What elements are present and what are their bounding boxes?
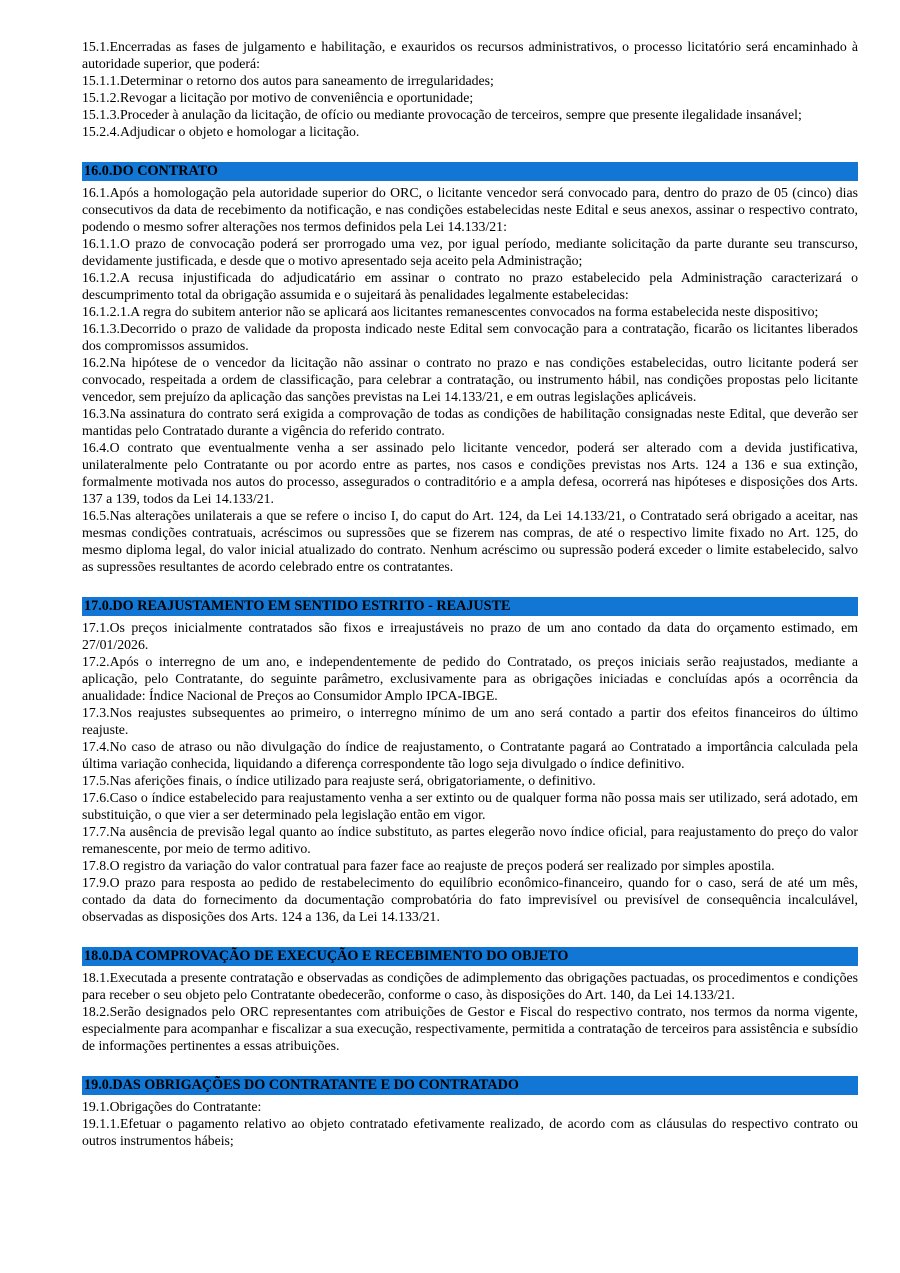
clause-15-1: 15.1.Encerradas as fases de julgamento e habilitação, e exauridos os recursos administrativos, o processo licitatório será encaminhado à autoridade superior, que poderá:: [82, 39, 858, 71]
clause-18-2: 18.2.Serão designados pelo ORC representantes com atribuições de Gestor e Fiscal do respectivo contrato, nos termos da norma vigente, especialmente para acompanhar e fiscalizar a sua execução, respectivamente, permitida a contratação de terceiros para assistência e subsídio de informações pertinentes a essas atribuições.: [82, 1004, 858, 1053]
clause-16-4: 16.4.O contrato que eventualmente venha a ser assinado pelo licitante vencedor, poderá ser alterado com a devida justificativa, unilateralmente pelo Contratante ou por acordo entre as partes, nos casos e condições previstas nos Arts. 124 a 136 e sua extinção, formalmente motivada nos autos do processo, assegurados o contraditório e a ampla defesa, ocorrerá nas hipóteses e disposições dos Arts. 137 a 139, todos da Lei 14.133/21.: [82, 440, 858, 506]
clause-19-1: 19.1.Obrigações do Contratante:: [82, 1099, 262, 1114]
clause-17-9: 17.9.O prazo para resposta ao pedido de restabelecimento do equilíbrio econômico-financeiro, quando for o caso, será de até um mês, contado da data do fornecimento da documentação comprobatória do fato imprevisível ou previsível de consequência incalculável, observadas as disposições dos Arts. 124 a 136, da Lei 14.133/21.: [82, 875, 858, 924]
section-header-19-obrigacoes: 19.0.DAS OBRIGAÇÕES DO CONTRATANTE E DO CONTRATADO: [82, 1076, 858, 1095]
clause-15-1-1: 15.1.1.Determinar o retorno dos autos para saneamento de irregularidades;: [82, 73, 494, 88]
clause-15-1-2: 15.1.2.Revogar a licitação por motivo de conveniência e oportunidade;: [82, 90, 474, 105]
clause-17-5: 17.5.Nas aferições finais, o índice utilizado para reajuste será, obrigatoriamente, o definitivo.: [82, 773, 596, 788]
clause-17-2: 17.2.Após o interregno de um ano, e independentemente de pedido do Contratado, os preços iniciais serão reajustados, mediante a aplicação, pelo Contratante, do seguinte parâmetro, exclusivamente para as obrigações iniciadas e concluídas após a ocorrência da anualidade: Índice Nacional de Preços ao Consumidor Amplo IPCA-IBGE.: [82, 654, 858, 703]
clause-16-1-1: 16.1.1.O prazo de convocação poderá ser prorrogado uma vez, por igual período, mediante solicitação da parte durante seu transcurso, devidamente justificada, e desde que o motivo apresentado seja aceito pela Administração;: [82, 236, 858, 268]
section-header-18-recebimento-objeto: 18.0.DA COMPROVAÇÃO DE EXECUÇÃO E RECEBIMENTO DO OBJETO: [82, 947, 858, 966]
clause-16-3: 16.3.Na assinatura do contrato será exigida a comprovação de todas as condições de habilitação consignadas neste Edital, que deverão ser mantidas pelo Contratado durante a vigência do referido contrato.: [82, 406, 858, 438]
clause-16-2: 16.2.Na hipótese de o vencedor da licitação não assinar o contrato no prazo e nas condições estabelecidas, outro licitante poderá ser convocado, respeitada a ordem de classificação, para celebrar a contratação, ou instrumento hábil, nas condições propostas pelo licitante vencedor, sem prejuízo da aplicação das sanções previstas na Lei 14.133/21, e em outras legislações aplicáveis.: [82, 355, 858, 404]
section-header-16-do-contrato: 16.0.DO CONTRATO: [82, 162, 858, 181]
clause-16-1-2-1: 16.1.2.1.A regra do subitem anterior não se aplicará aos licitantes remanescentes convocados na forma estabelecida neste dispositivo;: [82, 304, 819, 319]
clause-19-1-1: 19.1.1.Efetuar o pagamento relativo ao objeto contratado efetivamente realizado, de acordo com as cláusulas do respectivo contrato ou outros instrumentos hábeis;: [82, 1116, 858, 1148]
clause-17-3: 17.3.Nos reajustes subsequentes ao primeiro, o interregno mínimo de um ano será contado a partir dos efeitos financeiros do último reajuste.: [82, 705, 858, 737]
clause-16-1: 16.1.Após a homologação pela autoridade superior do ORC, o licitante vencedor será convocado para, dentro do prazo de 05 (cinco) dias consecutivos da data de recebimento da notificação, e nas condições estabelecidas neste Edital e seus anexos, assinar o respectivo contrato, podendo o mesmo sofrer alterações nos termos definidos pela Lei 14.133/21:: [82, 185, 858, 234]
clause-15-1-3: 15.1.3.Proceder à anulação da licitação, de ofício ou mediante provocação de terceiros, sempre que presente ilegalidade insanável;: [82, 107, 802, 122]
clause-17-1: 17.1.Os preços inicialmente contratados são fixos e irreajustáveis no prazo de um ano contado da data do orçamento estimado, em 27/01/2026.: [82, 620, 858, 652]
clause-16-1-3: 16.1.3.Decorrido o prazo de validade da proposta indicado neste Edital sem convocação para a contratação, ficarão os licitantes liberados dos compromissos assumidos.: [82, 321, 858, 353]
clause-16-5: 16.5.Nas alterações unilaterais a que se refere o inciso I, do caput do Art. 124, da Lei 14.133/21, o Contratado será obrigado a aceitar, nas mesmas condições contratuais, acréscimos ou supressões que se fizerem nas compras, de até o respectivo limite fixado no Art. 125, do mesmo diploma legal, do valor inicial atualizado do contrato. Nenhum acréscimo ou supressão poderá exceder o limite estabelecido, salvo as supressões resultantes de acordo celebrado entre os contratantes.: [82, 508, 858, 574]
clause-17-4: 17.4.No caso de atraso ou não divulgação do índice de reajustamento, o Contratante pagará ao Contratado a importância calculada pela última variação conhecida, liquidando a diferença correspondente tão logo seja divulgado o índice definitivo.: [82, 739, 858, 771]
section-header-17-reajuste: 17.0.DO REAJUSTAMENTO EM SENTIDO ESTRITO - REAJUSTE: [82, 597, 858, 616]
clause-18-1: 18.1.Executada a presente contratação e observadas as condições de adimplemento das obrigações pactuadas, os procedimentos e condições para receber o seu objeto pelo Contratante obedecerão, conforme o caso, às disposições do Art. 140, da Lei 14.133/21.: [82, 970, 858, 1002]
clause-15-2-4: 15.2.4.Adjudicar o objeto e homologar a licitação.: [82, 124, 360, 139]
clause-16-1-2: 16.1.2.A recusa injustificada do adjudicatário em assinar o contrato no prazo estabelecido pela Administração caracterizará o descumprimento total da obrigação assumida e o sujeitará às penalidades legalmente estabelecidas:: [82, 270, 858, 302]
clause-17-8: 17.8.O registro da variação do valor contratual para fazer face ao reajuste de preços poderá ser realizado por simples apostila.: [82, 858, 775, 873]
clause-17-6: 17.6.Caso o índice estabelecido para reajustamento venha a ser extinto ou de qualquer forma não possa mais ser utilizado, será adotado, em substituição, o que vier a ser determinado pela legislação então em vigor.: [82, 790, 858, 822]
clause-17-7: 17.7.Na ausência de previsão legal quanto ao índice substituto, as partes elegerão novo índice oficial, para reajustamento do preço do valor remanescente, por meio de termo aditivo.: [82, 824, 858, 856]
